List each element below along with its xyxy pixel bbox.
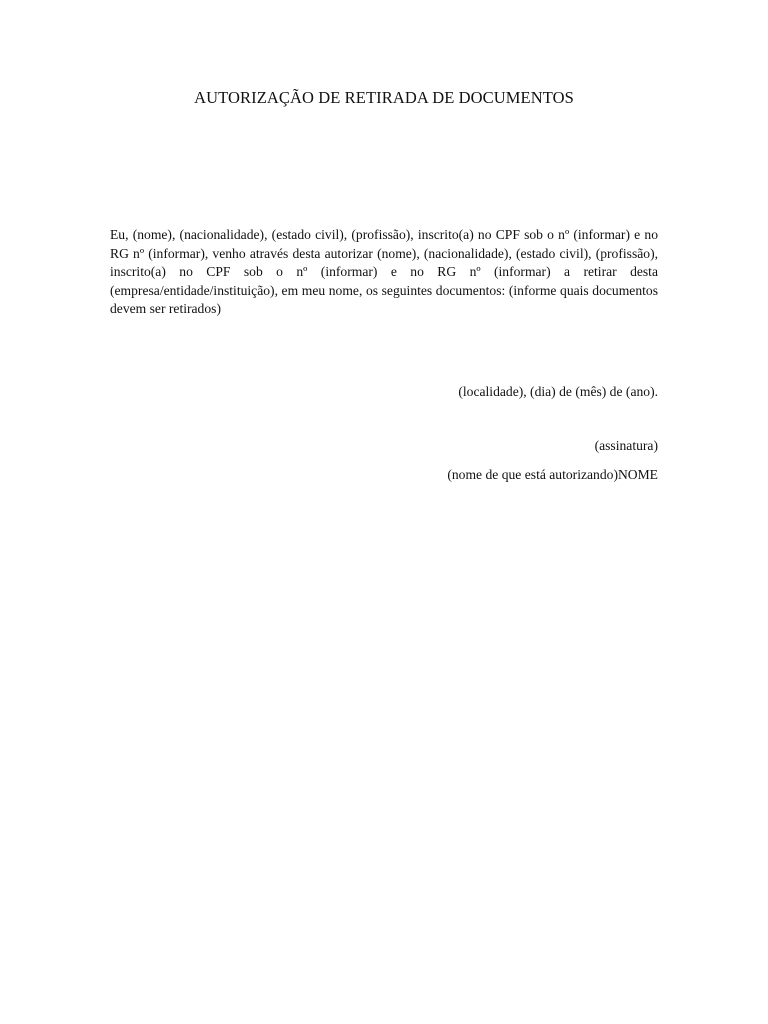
authorizer-name-line: (nome de que está autorizando)NOME (447, 467, 658, 482)
authorization-paragraph: Eu, (nome), (nacionalidade), (estado civil), (profissão), inscrito(a) no CPF sob o nº (informar) e no RG nº (informar), venho através desta autorizar (nome), (nacionalidade), (estado civil), (profissão), inscrito(a) no CPF sob o nº (informar) e no RG nº (informar) a retirar desta (empresa/entidade/instituição), em meu nome, os seguintes documentos: (informe quais documentos devem ser retirados) (110, 227, 658, 316)
signature-line: (assinatura) (594, 438, 658, 453)
document-title: AUTORIZAÇÃO DE RETIRADA DE DOCUMENTOS (194, 88, 574, 107)
date-place-line: (localidade), (dia) de (mês) de (ano). (458, 384, 658, 399)
